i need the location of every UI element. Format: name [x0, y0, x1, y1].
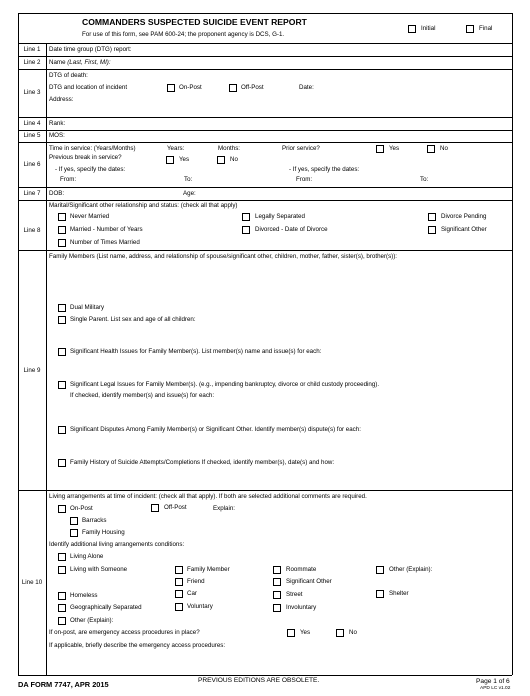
previous-break-label: Previous break in service?	[49, 154, 122, 161]
page-number: Page 1 of 6	[476, 678, 510, 685]
bottom-border	[18, 675, 512, 676]
dob-field[interactable]: DOB:	[49, 190, 65, 197]
line10-off-post-checkbox[interactable]	[151, 504, 159, 512]
homeless-checkbox[interactable]	[58, 592, 66, 600]
name-label: Name	[49, 59, 66, 66]
living-arrangements-header: Living arrangements at time of incident: (check all that apply). If both are selected additional comments are required.	[49, 493, 367, 500]
row-sep	[18, 69, 512, 70]
form-title: COMMANDERS SUSPECTED SUICIDE EVENT REPORT	[82, 17, 307, 27]
roommate-label: Roommate	[286, 566, 317, 573]
shelter-label: Shelter	[389, 590, 409, 597]
age-field[interactable]: Age:	[183, 190, 196, 197]
prior-from-field[interactable]: From:	[296, 176, 313, 183]
line-label-6: Line 6	[23, 161, 41, 168]
row-sep	[18, 200, 512, 201]
prior-to-field[interactable]: To:	[420, 176, 429, 183]
row-sep	[18, 130, 512, 131]
married-years-label: Married - Number of Years	[70, 226, 143, 233]
family-housing-checkbox[interactable]	[70, 529, 78, 537]
line-label-10: Line 10	[21, 579, 43, 586]
break-yes-checkbox[interactable]	[166, 156, 174, 164]
name-hint: (Last, First, MI):	[67, 59, 111, 66]
dual-military-checkbox[interactable]	[58, 304, 66, 312]
suicide-history-checkbox[interactable]	[58, 459, 66, 467]
line-label-4: Line 4	[23, 120, 41, 127]
never-married-label: Never Married	[70, 213, 110, 220]
line3-off-post-checkbox[interactable]	[229, 84, 237, 92]
shelter-checkbox[interactable]	[376, 590, 384, 598]
line-label-5: Line 5	[23, 132, 41, 139]
row-sep	[18, 142, 512, 143]
row-sep	[18, 43, 512, 44]
line-label-7: Line 7	[23, 190, 41, 197]
legally-separated-checkbox[interactable]	[242, 213, 250, 221]
legal-issues-checkbox[interactable]	[58, 381, 66, 389]
emergency-yes-checkbox[interactable]	[287, 629, 295, 637]
other2-label: Other (Explain):	[70, 617, 114, 624]
row-sep	[18, 187, 512, 188]
line-label-1: Line 1	[23, 46, 41, 53]
voluntary-checkbox[interactable]	[175, 603, 183, 611]
line10-off-post-label: Off-Post	[164, 504, 187, 511]
years-field[interactable]: Years:	[167, 145, 185, 152]
other-explain-checkbox[interactable]	[376, 566, 384, 574]
divorced-label: Divorced - Date of Divorce	[255, 226, 328, 233]
involuntary-label: Involuntary	[286, 604, 317, 611]
break-from-field[interactable]: From:	[60, 176, 77, 183]
emergency-no-checkbox[interactable]	[336, 629, 344, 637]
living-alone-label: Living Alone	[70, 553, 104, 560]
right-border	[512, 13, 513, 675]
emergency-no-label: No	[349, 629, 357, 636]
barracks-checkbox[interactable]	[70, 517, 78, 525]
dual-military-label: Dual Military	[70, 304, 105, 311]
rank-field[interactable]: Rank:	[49, 120, 66, 127]
break-yes-label: Yes	[179, 156, 190, 163]
line-label-2: Line 2	[23, 59, 41, 66]
legal-issues-label: Significant Legal Issues for Family Member(s). (e.g., impending bankruptcy, divorce or child custody proceeding).	[70, 381, 380, 388]
row-sep	[18, 250, 512, 251]
prior-no-label: No	[440, 145, 448, 152]
significant-other-label: Significant Other	[441, 226, 487, 233]
emergency-question: If on-post, are emergency access procedures in place?	[49, 629, 200, 636]
line-label-9: Line 9	[23, 367, 41, 374]
living-alone-checkbox[interactable]	[58, 553, 66, 561]
prior-yes-label: Yes	[389, 145, 400, 152]
times-married-checkbox[interactable]	[58, 239, 66, 247]
emergency-yes-label: Yes	[300, 629, 311, 636]
break-to-field[interactable]: To:	[184, 176, 193, 183]
initial-checkbox[interactable]	[408, 25, 416, 33]
line-label-3: Line 3	[23, 89, 41, 96]
form-number: DA FORM 7747, APR 2015	[18, 680, 109, 689]
dtg-report-field[interactable]: Date time group (DTG) report:	[49, 46, 132, 53]
dtg-death-field[interactable]: DTG of death:	[49, 72, 88, 79]
mos-field[interactable]: MOS:	[49, 132, 65, 139]
living-with-someone-label: Living with Someone	[70, 566, 128, 573]
break-no-label: No	[230, 156, 238, 163]
single-parent-label: Single Parent. List sex and age of all children:	[70, 316, 196, 323]
break-no-checkbox[interactable]	[217, 156, 225, 164]
suicide-history-label: Family History of Suicide Attempts/Completions If checked, identify member(s), date(s) and how:	[70, 459, 335, 466]
living-with-someone-checkbox[interactable]	[58, 566, 66, 574]
street-checkbox[interactable]	[273, 591, 281, 599]
address-field[interactable]: Address:	[49, 96, 74, 103]
line3-on-post-checkbox[interactable]	[167, 84, 175, 92]
family-member-label: Family Member	[187, 566, 230, 573]
family-members-header: Family Members (List name, address, and relationship of spouse/significant other, children, mother, father, sister(s), brother(s)):	[49, 253, 398, 260]
line10-on-post-label: On-Post	[70, 505, 93, 512]
involuntary-checkbox[interactable]	[273, 604, 281, 612]
other2-checkbox[interactable]	[58, 617, 66, 625]
divorced-checkbox[interactable]	[242, 226, 250, 234]
line3-on-post-label: On-Post	[179, 84, 202, 91]
time-in-service-label: Time in service: (Years/Months)	[49, 145, 136, 152]
line3-date-field[interactable]: Date:	[299, 84, 314, 91]
married-years-checkbox[interactable]	[58, 226, 66, 234]
prior-yes-checkbox[interactable]	[376, 145, 384, 153]
prior-no-checkbox[interactable]	[427, 145, 435, 153]
left-border	[18, 13, 19, 675]
line10-significant-other-checkbox[interactable]	[273, 578, 281, 586]
geo-separated-label: Geographically Separated	[70, 604, 142, 611]
geo-separated-checkbox[interactable]	[58, 604, 66, 612]
car-label: Car	[187, 590, 197, 597]
row-sep	[18, 490, 512, 491]
friend-label: Friend	[187, 578, 205, 585]
family-housing-label: Family Housing	[82, 529, 125, 536]
version-label: APD LC v1.02	[480, 686, 511, 691]
friend-checkbox[interactable]	[175, 578, 183, 586]
obsolete-notice: PREVIOUS EDITIONS ARE OBSOLETE.	[198, 677, 320, 684]
dtg-location-label: DTG and location of incident	[49, 84, 128, 91]
additional-conditions-label: Identify additional living arrangements conditions:	[49, 541, 185, 548]
row-sep	[18, 56, 512, 57]
label-column-divider	[46, 43, 47, 675]
line10-explain-field[interactable]: Explain:	[213, 505, 236, 512]
divorce-pending-checkbox[interactable]	[428, 213, 436, 221]
significant-other-checkbox[interactable]	[428, 226, 436, 234]
marital-header: Marital/Significant other relationship and status: (check all that apply)	[49, 202, 238, 209]
disputes-label: Significant Disputes Among Family Member(s) or Significant Other. Identify member(s) dispute(s) for each:	[70, 426, 361, 433]
line10-on-post-checkbox[interactable]	[58, 505, 66, 513]
line10-significant-other-label: Significant Other	[286, 578, 332, 585]
other-explain-label: Other (Explain):	[389, 566, 433, 573]
final-label: Final	[479, 25, 493, 32]
line3-off-post-label: Off-Post	[241, 84, 264, 91]
initial-label: Initial	[421, 25, 436, 32]
family-member-checkbox[interactable]	[175, 566, 183, 574]
row-sep	[18, 117, 512, 118]
voluntary-label: Voluntary	[187, 603, 213, 610]
roommate-checkbox[interactable]	[273, 566, 281, 574]
break-specify-label: - If yes, specify the dates:	[55, 166, 126, 173]
months-field[interactable]: Months:	[218, 145, 241, 152]
health-issues-label: Significant Health Issues for Family Member(s). List member(s) name and issue(s) for each:	[70, 348, 322, 355]
single-parent-checkbox[interactable]	[58, 316, 66, 324]
times-married-label: Number of Times Married	[70, 239, 140, 246]
emergency-describe-field[interactable]: If applicable, briefly describe the emergency access procedures:	[49, 642, 226, 649]
prior-specify-label: - If yes, specify the dates:	[289, 166, 360, 173]
health-issues-checkbox[interactable]	[58, 348, 66, 356]
street-label: Street	[286, 591, 303, 598]
legal-issues-detail: If checked, identify member(s) and issue(s) for each:	[70, 392, 215, 399]
legally-separated-label: Legally Separated	[255, 213, 305, 220]
top-border	[18, 13, 512, 14]
final-checkbox[interactable]	[466, 25, 474, 33]
homeless-label: Homeless	[70, 592, 98, 599]
car-checkbox[interactable]	[175, 590, 183, 598]
prior-service-label: Prior service?	[282, 145, 320, 152]
name-field[interactable]	[49, 60, 111, 66]
never-married-checkbox[interactable]	[58, 213, 66, 221]
line-label-8: Line 8	[23, 227, 41, 234]
barracks-label: Barracks	[82, 517, 107, 524]
form-subtitle: For use of this form, see PAM 600-24; the proponent agency is DCS, G-1.	[82, 31, 285, 38]
divorce-pending-label: Divorce Pending	[441, 213, 487, 220]
disputes-checkbox[interactable]	[58, 426, 66, 434]
